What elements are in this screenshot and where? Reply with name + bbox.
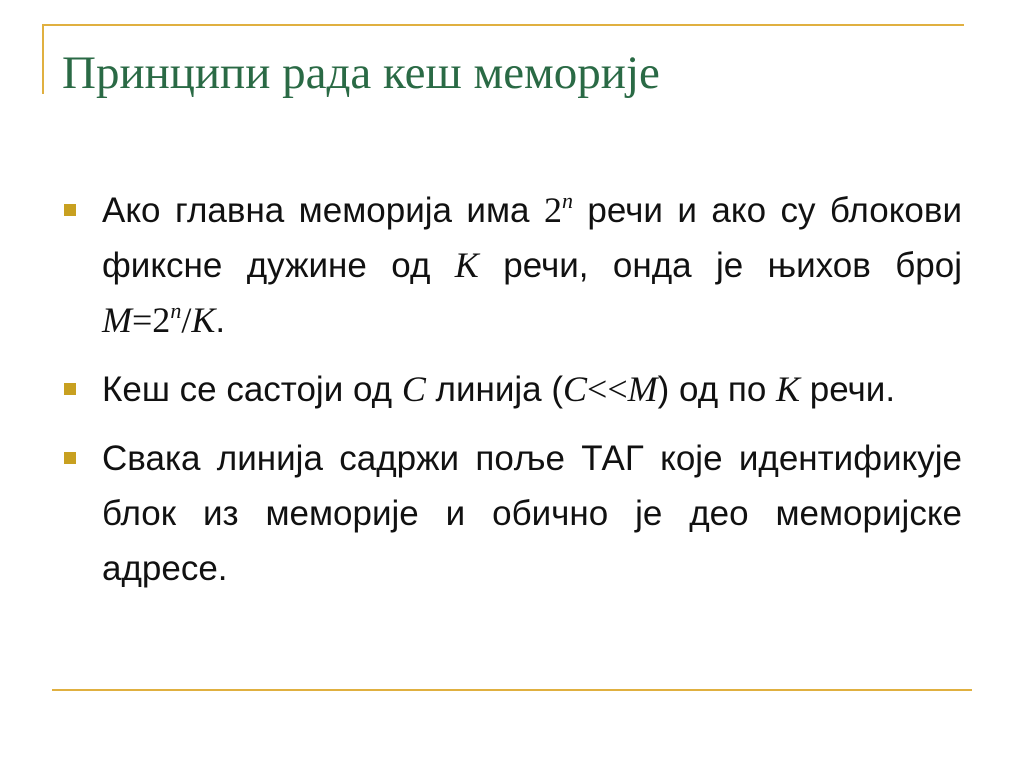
math-symbol: 2: [543, 190, 562, 230]
square-bullet-icon: [64, 204, 76, 216]
square-bullet-icon: [64, 452, 76, 464]
text-run: линија (: [425, 370, 564, 409]
text-run: речи.: [800, 370, 896, 409]
text-run: речи и ако су блокови фиксне дужине од: [102, 191, 963, 285]
bullet-item-3: [62, 431, 962, 596]
math-symbol: =2: [132, 300, 171, 340]
bullet-item-2: [62, 362, 962, 417]
superscript-exponent: n: [561, 188, 573, 213]
superscript-exponent: n: [170, 298, 182, 323]
math-symbol: C: [563, 369, 588, 409]
slide-title: Принципи рада кеш меморије: [62, 47, 660, 99]
text-run: Свака линија садржи поље ТАГ које идентификује блок из меморије и обично је део меморијске адресе.: [102, 439, 962, 588]
text-run: ) од по: [657, 370, 777, 409]
text-run: Ако главна меморија има: [102, 191, 544, 230]
math-symbol: /: [181, 300, 192, 340]
math-symbol: K: [191, 300, 216, 340]
math-symbol: K: [454, 245, 479, 285]
math-symbol: M: [627, 369, 658, 409]
bullet-item-1: [62, 183, 962, 348]
bullet-text-2: [102, 362, 962, 417]
text-run: .: [215, 301, 226, 340]
bullet-text-3: [102, 431, 962, 596]
square-bullet-icon: [64, 383, 76, 395]
text-run: речи, онда је њихов број: [478, 246, 962, 285]
text-run: Кеш се састоји од: [102, 370, 402, 409]
math-symbol: C: [401, 369, 426, 409]
math-symbol: M: [102, 300, 132, 340]
bullet-list: [62, 183, 962, 610]
bullet-text-1: [102, 183, 962, 348]
bottom-divider-line: [52, 689, 972, 691]
top-divider-line: [42, 24, 964, 26]
left-divider-line: [42, 24, 44, 94]
math-symbol: <<: [587, 369, 628, 409]
math-symbol: K: [776, 369, 801, 409]
